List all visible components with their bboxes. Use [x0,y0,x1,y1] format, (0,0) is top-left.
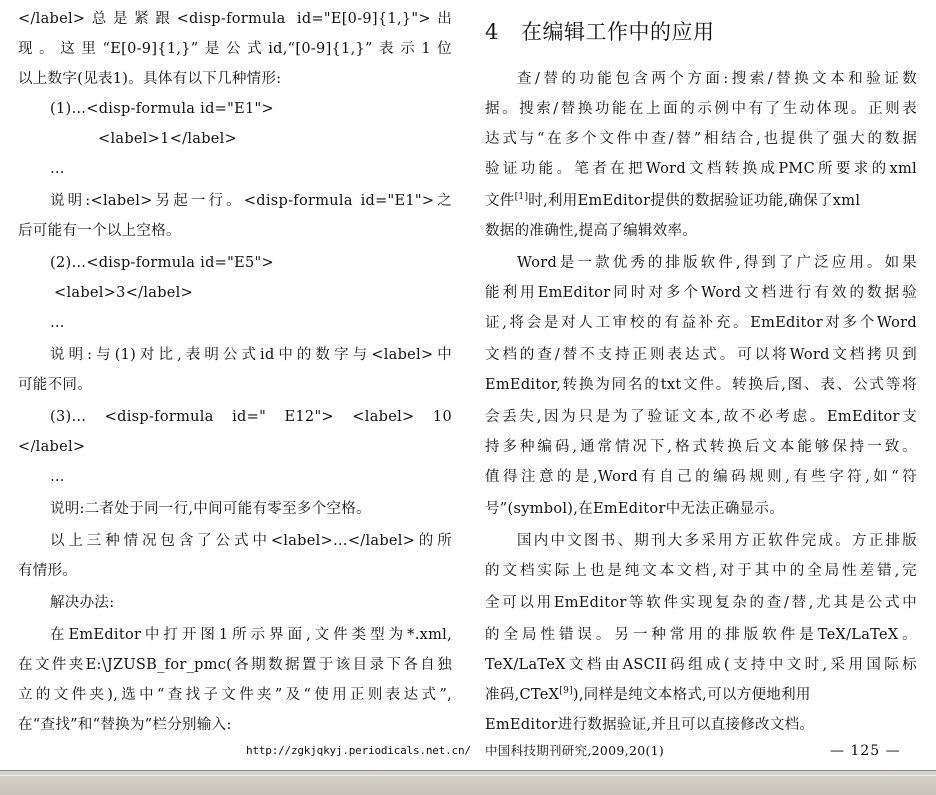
footer-url: http://zgkjqkyj.periodicals.net.cn/ [246,744,471,757]
text-line: … [50,161,65,177]
text-line: </label>总是紧跟<disp-formula id="E[0-9]{1,}">出 [18,11,452,27]
window-bottom-bar [0,770,936,795]
text-line: 的文档实际上也是纯文本文档,对于其中的全局性差错,完 [485,563,917,579]
text-line: 在EmEditor中打开图1所示界面,文件类型为*.xml, [50,627,452,643]
text-line: 号”(symbol),在EmEditor中无法正确显示。 [485,501,785,517]
text-line: … [50,315,65,331]
text-run: ),同样是纯文本格式,可以方便地利用 [572,687,811,703]
text-line: 国内中文图书、期刊大多采用方正软件完成。方正排版 [517,533,917,549]
text-line: 验证功能。笔者在把Word文档转换成PMC所要求的xml [485,161,917,177]
text-line: 持多种编码,通常情况下,格式转换后文本能够保持一致。 [485,439,917,455]
text-line: 据。搜索/替换功能在上面的示例中有了生动体现。正则表 [485,101,917,117]
section-title: 在编辑工作中的应用 [521,20,715,44]
text-line: 的全局性错误。另一种常用的排版软件是TeX/LaTeX。 [485,627,917,643]
text-line: … [50,469,65,485]
text-line: 全可以用EmEditor等软件实现复杂的查/替,尤其是公式中 [485,595,917,611]
text-line: EmEditor进行数据验证,并且可以直接修改文档。 [485,717,815,733]
section-number: 4 [485,20,499,44]
text-run: 准码,CTeX [485,687,560,703]
bar-highlight [0,775,936,776]
text-run: 文件 [485,193,515,209]
footer-journal: 中国科技期刊研究,2009,20(1) [485,743,665,758]
text-line: 能利用EmEditor同时对多个Word文档进行有效的数据验 [485,285,917,301]
text-line: 后可能有一个以上空格。 [18,223,181,239]
citation-ref: [9] [559,686,573,697]
page-number: — 125 — [830,743,901,759]
text-line: 立的文件夹),选中“查找子文件夹”及“使用正则表达式”, [18,687,452,703]
text-line: 值得注意的是,Word有自己的编码规则,有些字符,如“符 [485,469,917,485]
text-line: 有情形。 [18,563,78,579]
text-line: 解决办法: [50,595,115,611]
text-line: (1)…<disp-formula id="E1"> [50,101,274,117]
text-run: 时,利用EmEditor提供的数据验证功能,确保了xml [528,193,861,209]
text-line [485,680,917,710]
text-line: 以上数字(见表1)。具体有以下几种情形: [18,71,282,87]
text-line: (3)… <disp-formula id=" E12"> <label> 10 [50,409,452,425]
text-line: </label> [18,439,86,455]
text-line: 达式与“在多个文件中查/替”相结合,也提供了强大的数据 [485,131,917,147]
citation-ref: [1] [514,192,529,203]
text-line: 说明:<label>另起一行。<disp-formula id="E1">之 [50,193,452,209]
text-line: EmEditor,转换为同名的txt文件。转换后,图、表、公式等将 [485,377,917,393]
text-line: 查/替的功能包含两个方面:搜索/替换文本和验证数 [517,71,917,87]
text-line: TeX/LaTeX文档由ASCII码组成(支持中文时,采用国际标 [485,657,917,673]
text-line: Word是一款优秀的排版软件,得到了广泛应用。如果 [517,255,917,271]
text-line: (2)…<disp-formula id="E5"> [50,255,274,271]
text-line: 会丢失,因为只是为了验证文本,故不必考虑。EmEditor支 [485,409,917,425]
text-line: <label>1</label> [98,131,238,147]
text-line: 说明:二者处于同一行,中间可能有零至多个空格。 [50,501,371,517]
text-line: 在“查找”和“替换为”栏分别输入: [18,717,232,733]
text-line: 可能不同。 [18,377,92,393]
text-line: 说明:与(1)对比,表明公式id中的数字与<label>中 [50,347,452,363]
text-line: 以上三种情况包含了公式中<label>…</label>的所 [50,533,452,549]
text-line: 在文件夹E:\JZUSB_for_pmc(各期数据置于该目录下各自独 [18,657,452,673]
text-line: 数据的准确性,提高了编辑效率。 [485,223,698,239]
text-line [485,186,917,216]
section-heading [485,12,715,52]
text-line: 证,将会是对人工审校的有益补充。EmEditor对多个Word [485,315,917,331]
text-line: 文档的查/替不支持正则表达式。可以将Word文档拷贝到 [485,347,917,363]
text-line: <label>3</label> [54,285,194,301]
text-line: 现。这里“E[0-9]{1,}”是公式id,“[0-9]{1,}”表示1位 [18,41,452,57]
